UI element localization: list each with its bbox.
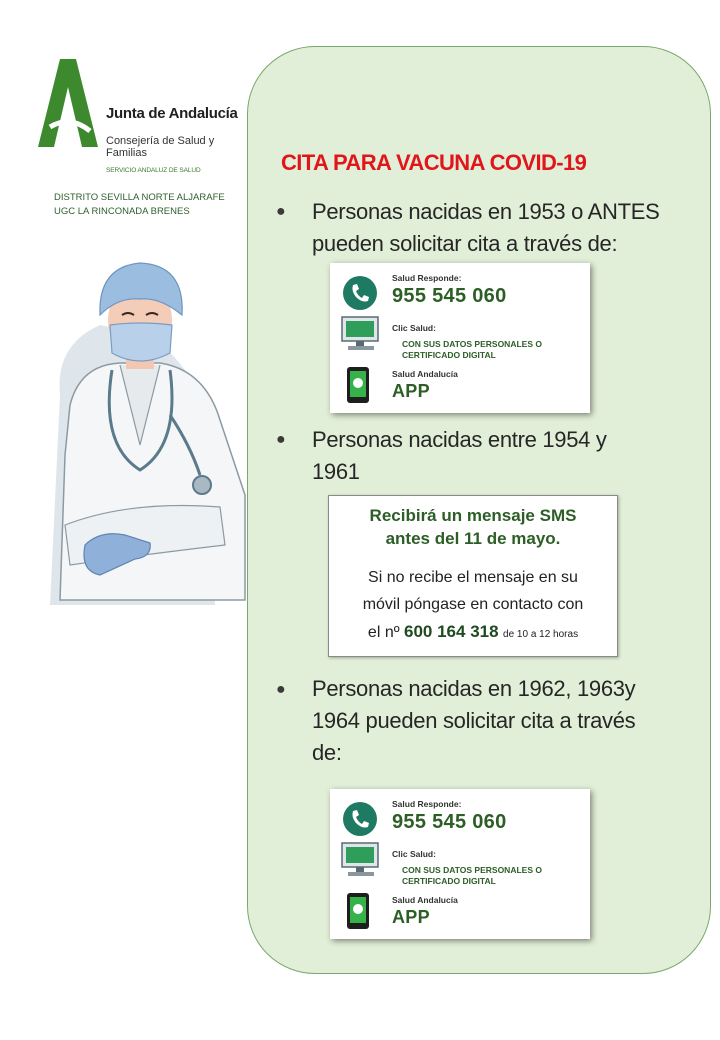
bullet-icon: ●	[276, 203, 286, 220]
section-3-line-3: de:	[312, 740, 342, 765]
sms-heading-line-1: Recibirá un mensaje SMS	[369, 506, 577, 525]
clic-salud-line-1: CON SUS DATOS PERSONALES O	[402, 339, 542, 349]
computer-icon	[340, 315, 382, 353]
smartphone-app-icon	[344, 887, 372, 931]
smartphone-app-icon	[344, 361, 372, 405]
section-3-text	[312, 673, 692, 769]
logo-service: SERVICIO ANDALUZ DE SALUD	[106, 167, 201, 174]
salud-responde-label: Salud Responde:	[392, 799, 462, 809]
junta-logo-mark-icon	[36, 57, 100, 149]
app-name: APP	[392, 381, 430, 401]
logo-title: Junta de Andalucía	[106, 105, 238, 122]
clic-salud-line-2: CERTIFICADO DIGITAL	[402, 876, 496, 886]
section-1-text	[312, 196, 692, 260]
contact-card-1	[330, 263, 590, 413]
clic-salud-label: Clic Salud:	[392, 323, 436, 333]
section-2-line-2: 1961	[312, 459, 360, 484]
sms-notice-box	[328, 495, 618, 657]
sms-body	[329, 564, 617, 648]
clic-salud-line-1: CON SUS DATOS PERSONALES O	[402, 865, 542, 875]
bullet-icon: ●	[276, 681, 286, 698]
clic-salud-line-2: CERTIFICADO DIGITAL	[402, 350, 496, 360]
sms-body-line-1: Si no recibe el mensaje en su	[368, 569, 578, 586]
clic-salud-text	[402, 339, 582, 361]
district-line-2: UGC LA RINCONADA BRENES	[54, 206, 190, 217]
sms-contact-number[interactable]: 600 164 318	[404, 622, 499, 641]
junta-andalucia-logo	[30, 55, 250, 185]
section-2-text	[312, 424, 692, 488]
phone-icon	[342, 801, 378, 837]
bullet-icon: ●	[276, 431, 286, 448]
sms-hours: de 10 a 12 horas	[503, 629, 579, 640]
phone-number: 955 545 060	[392, 811, 507, 833]
sms-prefix: el nº	[367, 624, 405, 641]
district-info	[54, 191, 225, 219]
district-line-1: DISTRITO SEVILLA NORTE ALJARAFE	[54, 192, 225, 203]
computer-icon	[340, 841, 382, 879]
clic-salud-label: Clic Salud:	[392, 849, 436, 859]
section-3-line-1: Personas nacidas en 1962, 1963y	[312, 676, 636, 701]
salud-responde-label: Salud Responde:	[392, 273, 462, 283]
sms-heading-line-2: antes del 11 de mayo.	[385, 529, 561, 548]
phone-number: 955 545 060	[392, 285, 507, 307]
section-1-line-2: pueden solicitar cita a través de:	[312, 231, 618, 256]
logo-subtitle: Consejería de Salud y Familias	[106, 135, 215, 159]
section-2-line-1: Personas nacidas entre 1954 y	[312, 427, 607, 452]
nurse-illustration	[40, 245, 250, 665]
app-label: Salud Andalucía	[392, 895, 458, 905]
sms-body-line-3	[329, 618, 617, 648]
section-3-line-2: 1964 pueden solicitar cita a través	[312, 708, 636, 733]
app-label: Salud Andalucía	[392, 369, 458, 379]
phone-icon	[342, 275, 378, 311]
app-name: APP	[392, 907, 430, 927]
sms-body-line-2: móvil póngase en contacto con	[362, 596, 584, 613]
page-title: CITA PARA VACUNA COVID-19	[281, 150, 587, 175]
contact-card-2	[330, 789, 590, 939]
section-1-line-1: Personas nacidas en 1953 o ANTES	[312, 199, 660, 224]
clic-salud-text	[402, 865, 582, 887]
sms-heading	[329, 504, 617, 550]
